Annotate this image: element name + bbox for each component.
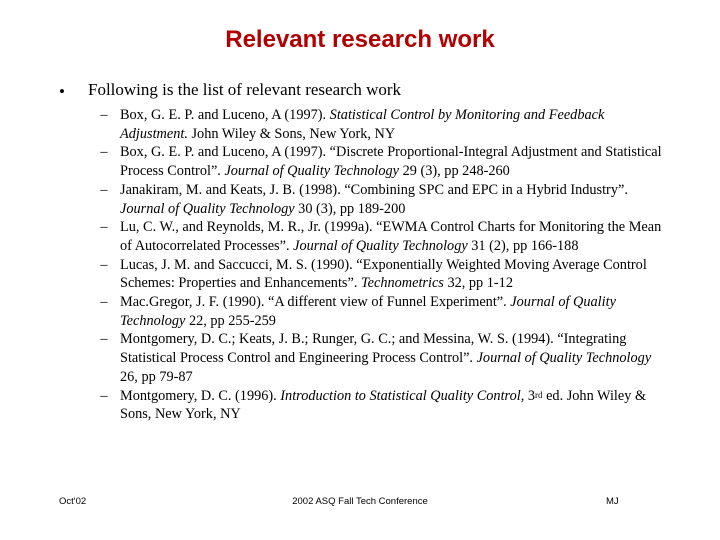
reference-item bbox=[96, 330, 666, 386]
reference-item bbox=[96, 387, 666, 424]
reference-italic: Introduction to Statistical Quality Control bbox=[280, 387, 521, 404]
reference-item bbox=[96, 181, 666, 218]
reference-item bbox=[96, 256, 666, 293]
reference-text: Box, G. E. P. and Luceno, A (1997). bbox=[120, 107, 330, 123]
dash-marker: – bbox=[100, 107, 108, 123]
reference-italic: Journal of Quality Technology bbox=[120, 200, 295, 217]
reference-text: Lu, C. W., and Reynolds, M. R., Jr. (1999a). “EWMA Control Charts for Monitoring the Mean of Autocorrelated Processes”. bbox=[120, 219, 662, 254]
reference-text: Mac.Gregor, J. F. (1990). “A different view of Funnel Experiment”. bbox=[120, 294, 511, 311]
reference-italic: Journal of Quality Technology bbox=[293, 237, 468, 254]
reference-text: 22, pp 255-259 bbox=[185, 312, 276, 329]
reference-text: Montgomery, D. C. (1996). bbox=[120, 387, 281, 404]
reference-text: 31 (2), pp 166-188 bbox=[467, 237, 579, 254]
reference-item bbox=[96, 293, 666, 330]
reference-list bbox=[96, 106, 666, 424]
reference-text: 29 (3), pp 248-260 bbox=[399, 163, 510, 180]
reference-text: 30 (3), pp 189-200 bbox=[294, 200, 406, 217]
reference-text: ed. John Wiley & Sons, New York, NY bbox=[120, 387, 647, 423]
reference-text: Montgomery, D. C.; Keats, J. B.; Runger, G. C.; and Messina, W. S. (1994). “Integrating Statistical Process Control and Engineering Process Control”. bbox=[120, 331, 627, 367]
dash-marker: – bbox=[100, 387, 108, 404]
dash-marker: – bbox=[100, 181, 108, 198]
dash-marker: – bbox=[100, 331, 108, 348]
reference-item bbox=[96, 143, 666, 180]
reference-italic: Journal of Quality Technology bbox=[476, 350, 652, 367]
superscript: rd bbox=[535, 389, 543, 400]
bullet-text: Following is the list of relevant research work bbox=[88, 80, 402, 99]
reference-text: Janakiram, M. and Keats, J. B. (1998). “Combining SPC and EPC in a Hybrid Industry”. bbox=[120, 181, 628, 198]
dash-marker: – bbox=[100, 144, 108, 161]
footer-initials: MJ bbox=[606, 496, 619, 507]
reference-text: 32, pp 1-12 bbox=[443, 275, 513, 292]
dash-marker: – bbox=[100, 294, 108, 311]
reference-italic: Technometrics bbox=[361, 275, 444, 292]
reference-item bbox=[96, 106, 666, 143]
reference-text: John Wiley & Sons, New York, NY bbox=[187, 125, 396, 142]
slide-title: Relevant research work bbox=[225, 26, 495, 53]
reference-italic: Journal of Quality Technology bbox=[224, 163, 400, 180]
reference-text: Box, G. E. P. and Luceno, A (1997). “Discrete Proportional-Integral Adjustment and Statistical Process Control”. bbox=[120, 144, 662, 180]
reference-italic: Statistical Control by Monitoring and Feedback Adjustment. bbox=[120, 107, 605, 142]
dash-marker: – bbox=[100, 219, 108, 236]
reference-item bbox=[96, 218, 666, 255]
reference-text: Lucas, J. M. and Saccucci, M. S. (1990). “Exponentially Weighted Moving Average Control Schemes: Properties and Enhancements”. bbox=[120, 256, 647, 292]
bullet-marker: • bbox=[59, 82, 65, 101]
reference-text: , 3 bbox=[520, 387, 535, 404]
footer-conference: 2002 ASQ Fall Tech Conference bbox=[292, 496, 428, 507]
reference-text: 26, pp 79-87 bbox=[120, 368, 193, 385]
dash-marker: – bbox=[100, 256, 108, 273]
reference-italic: Journal of Quality Technology bbox=[120, 294, 616, 329]
footer-date: Oct'02 bbox=[59, 496, 87, 507]
